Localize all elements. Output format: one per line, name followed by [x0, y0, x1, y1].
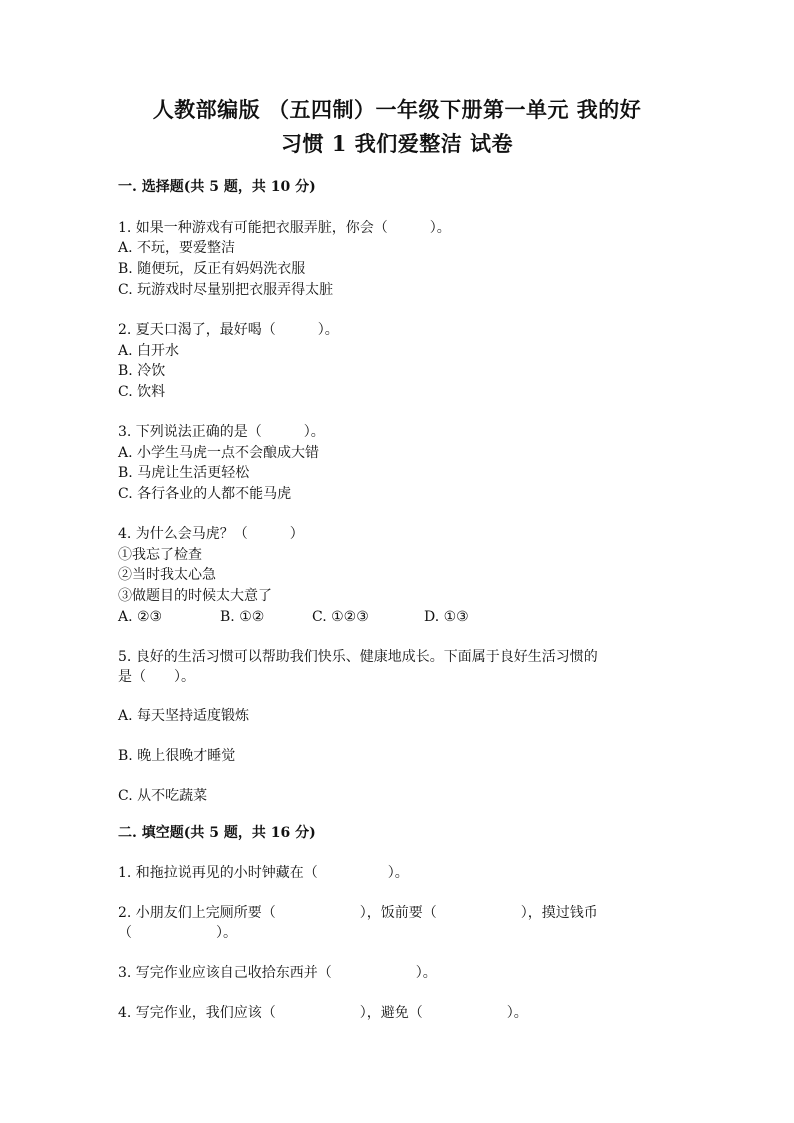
question-2-option-c: C. 饮料 — [118, 384, 166, 400]
question-3-option-c: C. 各行各业的人都不能马虎 — [118, 486, 292, 502]
question-1-stem: 1. 如果一种游戏有可能把衣服弄脏，你会（ ）。 — [118, 220, 451, 236]
fill-question-1: 1. 和拖拉说再见的小时钟藏在（ ）。 — [118, 865, 409, 881]
question-4-item-3: ③做题目的时候太大意了 — [118, 588, 272, 604]
question-4-item-2: ②当时我太心急 — [118, 567, 216, 583]
question-1-option-b: B. 随便玩，反正有妈妈洗衣服 — [118, 261, 306, 277]
section-heading-fill-in: 二. 填空题(共 5 题，共 16 分) — [118, 825, 316, 841]
question-5-option-a: A. 每天坚持适度锻炼 — [118, 708, 250, 724]
question-3-stem: 3. 下列说法正确的是（ ）。 — [118, 424, 325, 440]
question-5-stem-line-1: 5. 良好的生活习惯可以帮助我们快乐、健康地成长。下面属于良好生活习惯的 — [118, 649, 598, 665]
question-1-option-c: C. 玩游戏时尽量别把衣服弄得太脏 — [118, 282, 334, 298]
question-4-options — [118, 607, 678, 627]
question-3-option-b: B. 马虎让生活更轻松 — [118, 465, 250, 481]
question-4-option-a: A. ②③ — [118, 609, 163, 625]
fill-question-3: 3. 写完作业应该自己收拾东西并（ ）。 — [118, 965, 437, 981]
question-4-stem: 4. 为什么会马虎？（ ） — [118, 526, 304, 542]
question-5-stem-line-2: 是（ ）。 — [118, 669, 195, 685]
question-4-option-d: D. ①③ — [424, 609, 469, 625]
exam-title-line-1: 人教部编版 （五四制）一年级下册第一单元 我的好 — [152, 97, 642, 122]
question-1-option-a: A. 不玩，要爱整洁 — [118, 240, 236, 256]
fill-question-2-line-1: 2. 小朋友们上完厕所要（ ），饭前要（ ），摸过钱币 — [118, 905, 598, 921]
question-4-item-1: ①我忘了检查 — [118, 547, 202, 563]
question-3-option-a: A. 小学生马虎一点不会酿成大错 — [118, 445, 320, 461]
question-2-option-a: A. 白开水 — [118, 343, 180, 359]
question-5-option-c: C. 从不吃蔬菜 — [118, 788, 208, 804]
question-4-option-b: B. ①② — [220, 609, 265, 625]
question-2-stem: 2. 夏天口渴了，最好喝（ ）。 — [118, 322, 339, 338]
question-2-option-b: B. 冷饮 — [118, 363, 166, 379]
question-5-option-b: B. 晚上很晚才睡觉 — [118, 748, 236, 764]
fill-question-4: 4. 写完作业，我们应该（ ），避免（ ）。 — [118, 1005, 528, 1021]
question-4-option-c: C. ①②③ — [312, 609, 369, 625]
exam-title-line-2: 习惯 1 我们爱整洁 试卷 — [280, 131, 514, 156]
section-heading-choice: 一. 选择题(共 5 题，共 10 分) — [118, 179, 316, 195]
fill-question-2-line-2: （ ）。 — [118, 925, 237, 941]
